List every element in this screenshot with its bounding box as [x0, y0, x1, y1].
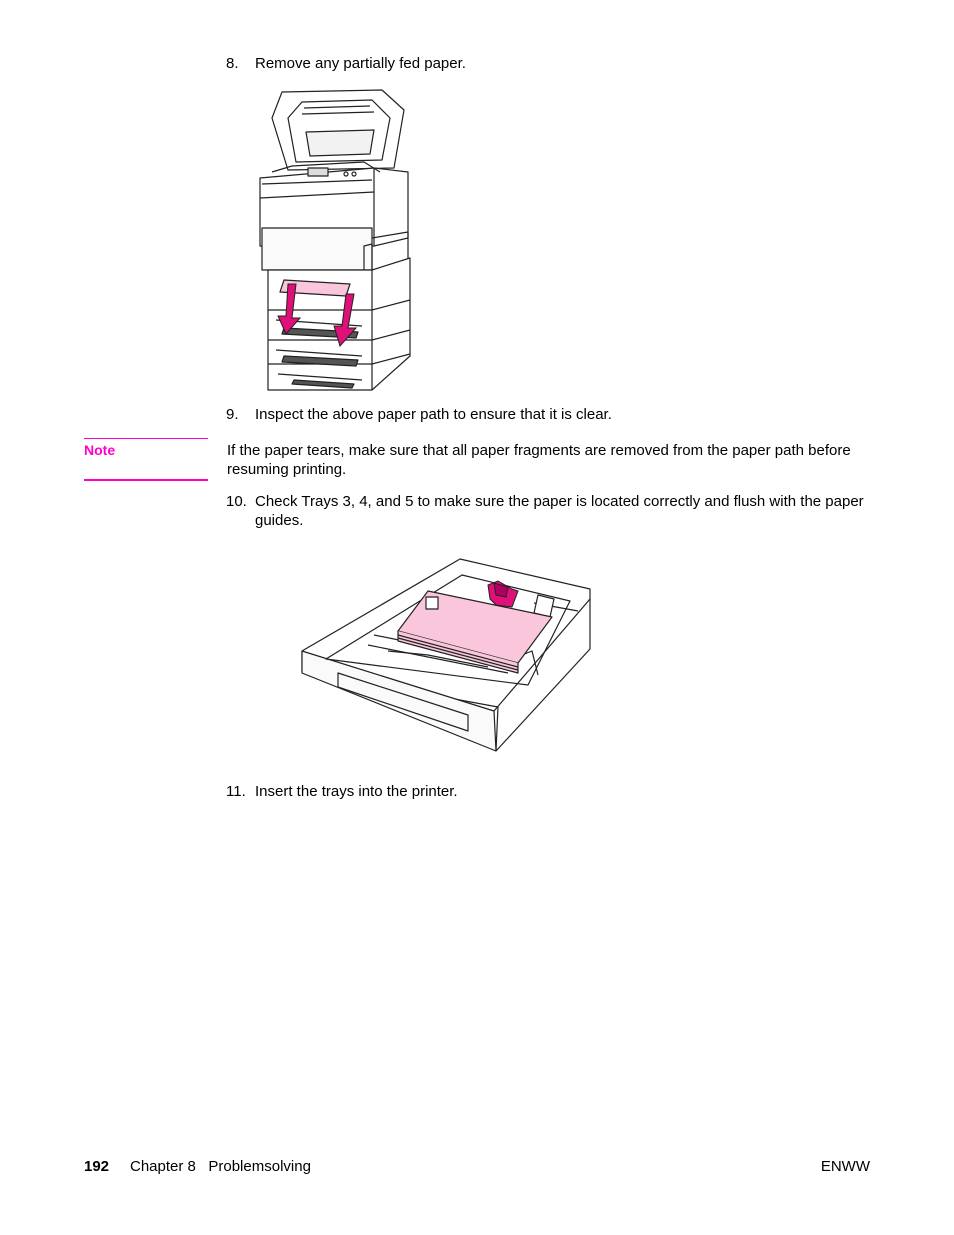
note-rule-top [84, 438, 208, 439]
step-11 [226, 782, 866, 801]
step-text: Check Trays 3, 4, and 5 to make sure the paper is located correctly and flush with the paper guides. [255, 493, 864, 529]
step-number: 8. [226, 55, 239, 72]
step-text: Remove any partially fed paper. [255, 55, 466, 72]
footer-right-label: ENWW [820, 1158, 870, 1175]
paper-tray-illustration [298, 555, 596, 755]
step-number: 10. [226, 493, 247, 510]
printer-paper-path-illustration [254, 88, 414, 394]
step-8 [226, 54, 866, 73]
step-number: 9. [226, 406, 239, 423]
step-text: Inspect the above paper path to ensure that it is clear. [255, 406, 612, 423]
step-10 [226, 492, 866, 530]
note-rule-bottom [84, 479, 208, 481]
step-text: Insert the trays into the printer. [255, 783, 458, 800]
page-number: 192 [84, 1158, 110, 1175]
step-number: 11. [226, 783, 246, 800]
step-9 [226, 405, 866, 424]
note-label: Note [84, 442, 116, 458]
chapter-label: Chapter 8 Problemsolving [130, 1158, 311, 1175]
note-text: If the paper tears, make sure that all paper fragments are removed from the paper path before resuming printing. [227, 442, 851, 478]
